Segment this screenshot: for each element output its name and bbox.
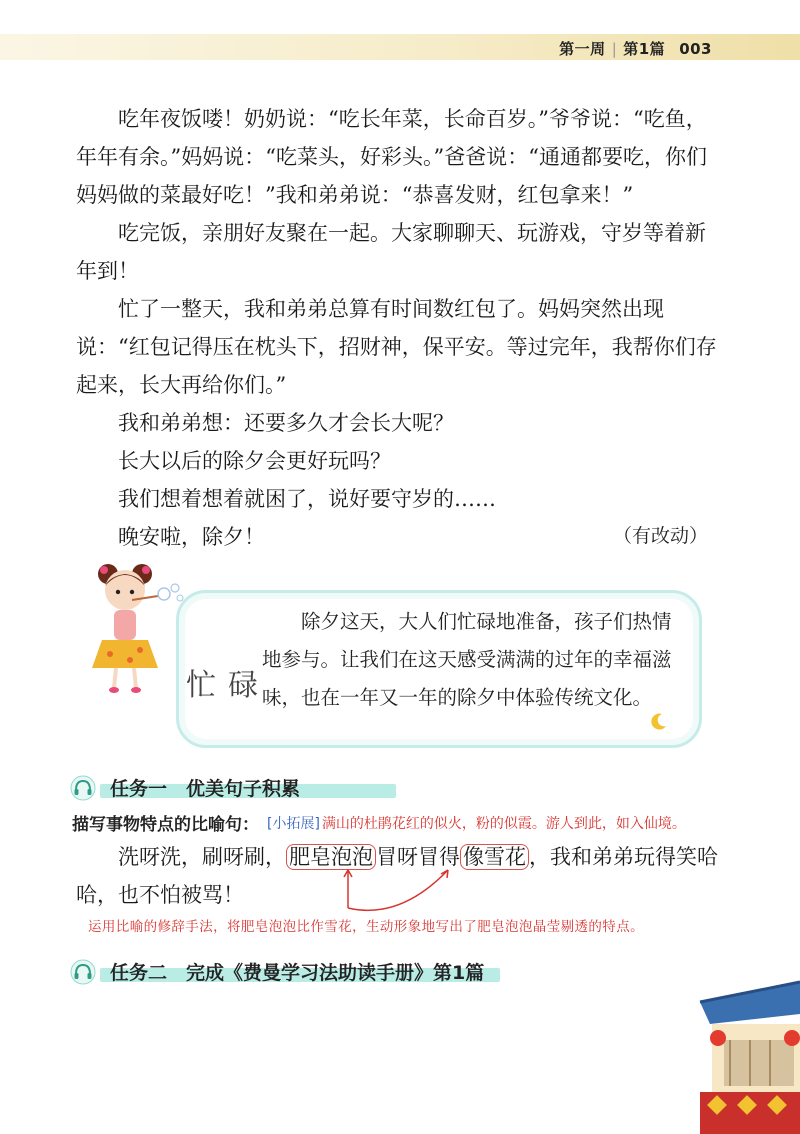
story-paragraph: 我和弟弟想：还要多久才会长大呢？ (118, 411, 454, 435)
simile-line (72, 810, 686, 835)
note-text (262, 603, 680, 717)
note-label: 忙碌 (186, 668, 270, 703)
extension-text: 满山的杜鹃花红的似火，粉的似霞。游人到此，如入仙境。 (321, 815, 686, 832)
task1-heading (70, 772, 300, 802)
header-article: 第1篇 (623, 40, 666, 58)
story-paragraph: 吃年夜饭喽！奶奶说：“吃长年菜，长命百岁。”爷爷说：“吃鱼，年年有余。”妈妈说：“吃菜头，好彩头。”爸爸说：“通通都要吃，你们妈妈做的菜最好吃！”我和弟弟说：“恭喜发财，红包拿来！” (76, 107, 707, 207)
story-paragraph: 我们想着想着就困了，说好要守岁的…… (118, 487, 496, 511)
example-after: ，我和弟弟玩得笑哈哈，也不怕被骂！ (76, 845, 718, 907)
page-header (559, 38, 712, 59)
headphone-icon (70, 959, 96, 985)
extension-tag: [小拓展] (267, 815, 320, 832)
note-paragraph: 除夕这天，大人们忙碌地准备，孩子们热情地参与。让我们在这天感受满满的过年的幸福滋味，也在一年又一年的除夕中体验传统文化。 (262, 610, 672, 709)
headphone-icon (70, 775, 96, 801)
header-week: 第一周 (559, 40, 606, 58)
source-note: （有改动） (612, 525, 708, 547)
girl-bubble-illustration (80, 556, 190, 696)
analysis-note: 运用比喻的修辞手法，将肥皂泡泡比作雪花，生动形象地写出了肥皂泡泡晶莹剔透的特点。 (88, 919, 644, 935)
moon-icon (650, 712, 668, 730)
story-paragraph: 忙了一整天，我和弟弟总算有时间数红包了。妈妈突然出现说：“红包记得压在枕头下，招财神，保平安。等过完年，我帮你们存起来，长大再给你们。” (76, 297, 717, 397)
story-paragraph: 长大以后的除夕会更好玩吗？ (118, 449, 391, 473)
task1-title: 任务一 优美句子积累 (110, 777, 301, 800)
highlight-soap-bubbles: 肥皂泡泡 (286, 844, 376, 870)
example-middle: 冒呀冒得 (376, 845, 460, 869)
simile-heading: 描写事物特点的比喻句： (72, 815, 259, 835)
story-paragraph: 吃完饭，亲朋好友聚在一起。大家聊聊天、玩游戏，守岁等着新年到！ (76, 221, 706, 283)
header-separator: | (611, 39, 618, 58)
festival-house-illustration (670, 980, 800, 1134)
header-page-number: 003 (679, 39, 712, 58)
example-before: 洗呀洗，刷呀刷， (118, 845, 286, 869)
task2-title: 任务二 完成《费曼学习法助读手册》第1篇 (110, 961, 485, 984)
story-text (76, 100, 726, 556)
task2-heading (70, 956, 484, 986)
highlight-like-snow: 像雪花 (460, 844, 529, 870)
story-paragraph: 晚安啦，除夕！ (118, 525, 265, 549)
annotation-arrows (330, 868, 490, 920)
